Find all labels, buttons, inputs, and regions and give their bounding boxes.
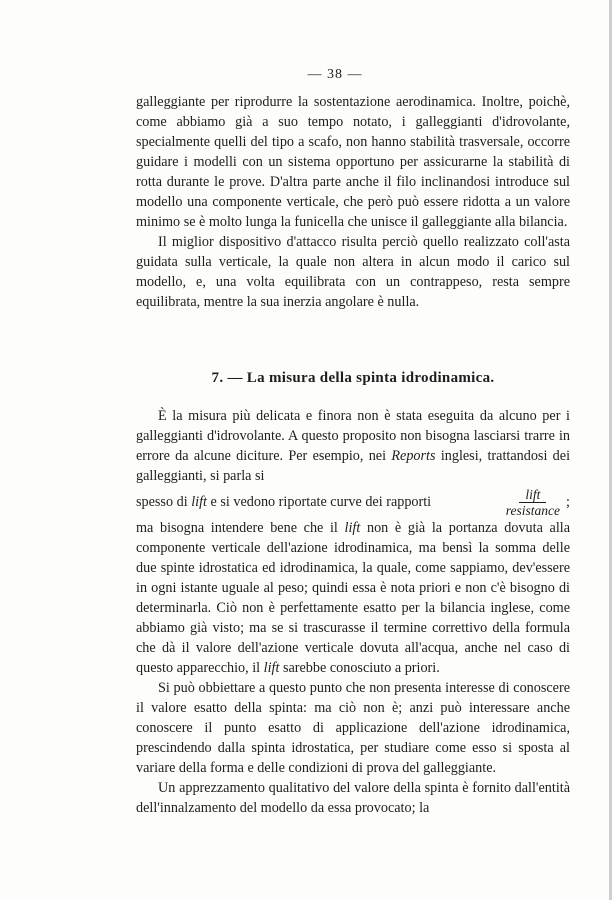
paragraph-3-text-e: sarebbe conosciuto a priori. [282, 660, 440, 676]
paragraph-3-text-b: inglesi, trattandosi dei galleggianti, si parla si [136, 448, 571, 484]
paragraph-2: Il miglior dispositivo d'attacco risulta perciò quello realizzato coll'asta guidata sulla verticale, la quale non altera in alcun modo il carico sul modello, e, una volta equilibrata con un contrappeso, resta sempre equilibrata, mentre la sua inerzia angolare è nulla. [136, 234, 570, 310]
paragraph-3-intro [136, 406, 570, 486]
paragraph-4: Si può obbiettare a questo punto che non presenta interesse di conoscere il valore esatto della spinta: ma ciò non è; anzi può interessare anche conoscere il punto esatto di applicazione dell'azione idrodinamica, prescindendo dalla spinta idrostatica, per studiare come esso si sposta al variare della forma e delle condizioni di prova del galleggiante. [136, 680, 570, 776]
main-text-block [136, 406, 570, 818]
lift-word-2: lift [344, 520, 361, 536]
paragraph-3-text-a: È la misura più delicata e finora non è stata eseguita da alcuno per i galleggianti d'idrovolante. A questo proposito non bisogna lasciarsi trarre in errore da alcune diciture. Per esempio, nei [136, 408, 570, 464]
paragraph-3-text-d: non è già la portanza dovuta alla componente verticale dell'azione idrodinamica, ma bensì la somma delle due spinte idrostatica ed idrodinamica, la quale, come sappiamo, dev'essere in ogni istante uguale al peso; quindi essa è nota priori e non c'è bisogno di determinarla. Ciò non è perfettamente esatto per la bilancia inglese, come abbiamo già visto; ma se si trascurasse il termine correttivo della formula che dà il valore dell'azione verticale dovuta all'acqua, anche nel caso di questo apparecchio, il [136, 520, 570, 676]
lift-resistance-fraction [502, 487, 564, 518]
spesso-text: spesso di [136, 494, 188, 510]
fraction-numerator: lift [519, 487, 546, 503]
lift-word-3: lift [263, 660, 280, 676]
paragraph-3-text-c: ma bisogna intendere bene che il [136, 520, 338, 536]
fraction-line-text [136, 492, 431, 512]
fraction-trailing: ; [566, 494, 570, 510]
paragraph-1: galleggiante per riprodurre la sostentazione aerodinamica. Inoltre, poichè, come abbiamo già a suo tempo notato, i galleggianti d'idrovolante, specialmente quelli del tipo a scafo, non hanno stabilità trasversale, occorre guidare i modelli con un sistema opportuno per assicurarne la stabilità di rotta durante le prove. D'altra parte anche il filo inclinandosi introduce sul modello una componente verticale, che però può essere ridotta a un valore minimo se è molto lunga la funicella che unisce il galleggiante alla bilancia. [136, 94, 570, 230]
fraction-denominator: resistance [505, 502, 561, 518]
lift-word: lift [191, 494, 207, 510]
page-number: — 38 — [307, 67, 363, 82]
fraction-line [136, 486, 570, 518]
paragraph-5: Un apprezzamento qualitativo del valore della spinta è fornito dall'entità dell'innalzamento del modello da essa provocato; la [136, 780, 570, 816]
reports-word: Reports [391, 448, 436, 464]
vedono-text: e si vedono riportate curve dei rapporti [210, 494, 432, 510]
top-text-block [136, 92, 570, 312]
paragraph-3-body [136, 518, 570, 678]
section-heading: 7. — La misura della spinta idrodinamica. [211, 370, 495, 386]
